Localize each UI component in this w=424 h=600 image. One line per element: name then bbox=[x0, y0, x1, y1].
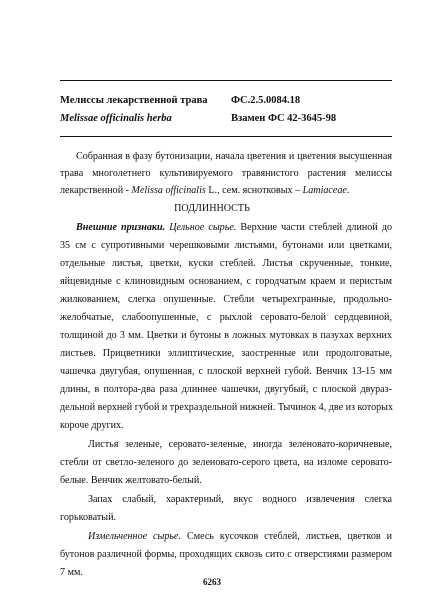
colors-line-2: стебли от светло-зеленого до зеленовато-серого цвета, на изломе серовато- bbox=[60, 457, 392, 468]
external-line-7: толщиной до 3 мм. Цветки и бутоны в ложных мутовках в пазухах верхних bbox=[60, 330, 392, 341]
external-line-10: длины, в полтора-два раза длиннее чашечки, двугубый, с плоской двураз- bbox=[60, 384, 392, 395]
external-line-4: яйцевидные с клиновидным основанием, с городчатым краем и перистым bbox=[60, 276, 392, 287]
section-title: ПОДЛИННОСТЬ bbox=[174, 203, 250, 214]
colors-line-3: белые. Венчик желтовато-белый. bbox=[60, 475, 202, 486]
external-line-6: желобчатые, слабоопушенные, с рыхлой серовато-белой сердцевиной, bbox=[60, 312, 392, 323]
replaces-code: Взамен ФС 42-3645-98 bbox=[231, 113, 337, 124]
lead-bold-italic: Внешние признаки. bbox=[76, 222, 166, 233]
header-top-rule bbox=[60, 80, 392, 81]
crushed-text: Смесь кусочков стеблей, листьев, цветков и bbox=[181, 531, 393, 542]
title-russian: Мелиссы лекарственной трава bbox=[60, 95, 208, 106]
external-line-2: 35 см с супротивными черешковыми листьями, бутонами или цветками, bbox=[60, 240, 392, 251]
monograph-code: ФС.2.5.0084.18 bbox=[231, 95, 301, 106]
intro-line-2: трава многолетнего культивируемого травянистого растения мелиссы bbox=[60, 168, 392, 179]
lead-italic: Измельченное сырье. bbox=[88, 531, 182, 542]
intro-text: L., сем. яснотковых – bbox=[205, 185, 303, 196]
intro-text: лекарственной - bbox=[60, 185, 132, 196]
lead-italic: Цельное сырье. bbox=[165, 222, 237, 233]
external-line-12: короче других. bbox=[60, 420, 124, 431]
smell-line-2: горьковатый. bbox=[60, 512, 116, 523]
external-line-9: чашечка двугубая, опушенная, с плоской верхней губой. Венчик 13-15 мм bbox=[60, 366, 392, 377]
crushed-line-1 bbox=[88, 531, 392, 543]
latin-species-name: Melissa officinalis bbox=[131, 185, 206, 196]
title-latin: Melissae officinalis herba bbox=[60, 113, 172, 124]
intro-line-1: Собранная в фазу бутонизации, начала цветения и цветения высушенная bbox=[76, 151, 392, 162]
colors-line-1: Листья зеленые, серовато-зеленые, иногда зеленовато-коричневые, bbox=[88, 439, 392, 450]
intro-line-3 bbox=[60, 185, 349, 197]
crushed-line-2: бутонов различной формы, проходящих сквозь сито с отверстиями размером bbox=[60, 549, 392, 560]
external-line-5: жилкованием, слегка опушенные. Стебли четырехгранные, продольно- bbox=[60, 294, 392, 305]
external-text: Верхние части стеблей длиной до bbox=[236, 222, 392, 233]
external-line-3: отдельные листья, цветки, куски стеблей. Листья скрученные, тонкие, bbox=[60, 258, 392, 269]
crushed-line-3: 7 мм. bbox=[60, 567, 83, 578]
intro-text: . bbox=[346, 185, 350, 196]
external-line-8: листьев. Прицветники эллиптические, заостренные или продолговатые, bbox=[60, 348, 392, 359]
smell-line-1: Запах слабый, характерный, вкус водного извлечения слегка bbox=[88, 494, 392, 505]
external-line-11: дельной верхней губой и трехраздельной нижней. Тычинок 4, две из которых bbox=[60, 402, 394, 413]
external-line-1 bbox=[76, 222, 392, 234]
header-bottom-rule bbox=[60, 136, 392, 137]
latin-family-name: Lamiaceae bbox=[302, 185, 347, 196]
page-number: 6263 bbox=[203, 577, 221, 587]
